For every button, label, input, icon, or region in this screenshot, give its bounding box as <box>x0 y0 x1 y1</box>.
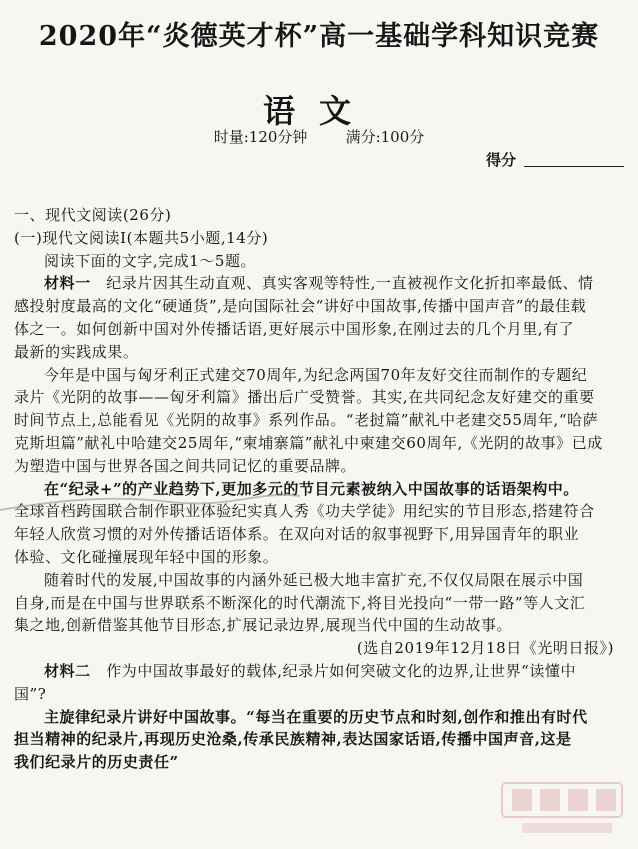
paragraph-line: 体验、文化碰撞展现年轻中国的形象。 <box>14 547 279 566</box>
paragraph-line: 我们纪录片的历史责任” <box>14 753 179 772</box>
paragraph-line: 录片《光阴的故事——匈牙利篇》播出后广受赞誉。其实,在共同纪念友好建交的重要 <box>14 388 595 407</box>
paragraph-line: 主旋律纪录片讲好中国故事。“每当在重要的历史节点和时刻,创作和推出有时代 <box>44 707 588 726</box>
exam-body <box>14 204 624 774</box>
score-label: 得分 <box>486 151 517 169</box>
paragraph-line: 今年是中国与匈牙利正式建交70周年,为纪念两国70年友好交往而制作的专题纪 <box>44 365 588 384</box>
paragraph-line: 集之地,创新借鉴其他节目形态,扩展记录边界,展现当代中国的生动故事。 <box>14 616 513 635</box>
paragraph-line: 克斯坦篇”献礼中哈建交25周年,“柬埔寨篇”献礼中柬建交60周年,《光阴的故事》已成 <box>14 433 603 452</box>
watermark-logo-icon <box>482 775 632 845</box>
material-two-p1-line <box>14 660 624 683</box>
subject-title: 语文 <box>262 92 375 130</box>
subsection-heading: (一)现代文阅读Ⅰ(本题共5小题,14分) <box>14 228 269 247</box>
paragraph-line: 为塑造中国与世界各国之间共同记忆的重要品牌。 <box>14 456 357 475</box>
paragraph-line: 最新的实践成果。 <box>14 342 139 361</box>
paragraph-text: 作为中国故事最好的载体,纪录片如何突破文化的边界,让世界“读懂中 <box>106 661 577 680</box>
paragraph-line: 感投射度最高的文化“硬通货”,是向国际社会“讲好中国故事,传播中国声音”的最佳载 <box>14 297 587 316</box>
reading-instruction: 阅读下面的文字,完成1～5题。 <box>44 251 257 270</box>
paragraph-line: 随着时代的发展,中国故事的内涵外延已极大地丰富扩充,不仅仅局限在展示中国 <box>44 570 584 589</box>
paragraph-line: 时间节点上,总能看见《光阴的故事》系列作品。“老挝篇”献礼中老建交55周年,“哈萨 <box>14 411 599 430</box>
exam-title: 2020年“炎德英才杯”高一基础学科知识竞赛 <box>38 21 600 52</box>
section-heading: 一、现代文阅读(26分) <box>14 206 172 224</box>
paragraph-line: 年轻人欣赏习惯的对外传播话语体系。在双向对话的叙事视野下,用异国青年的职业 <box>14 525 580 544</box>
material-one-label: 材料一 <box>44 274 91 293</box>
material-one-source: (选自2019年12月18日《光明日报》) <box>356 639 614 658</box>
paragraph-text: 纪录片因其生动直观、真实客观等特性,一直被视作文化折扣率最低、情 <box>106 274 594 293</box>
material-one-p1-line <box>14 272 624 295</box>
score-blank-line <box>524 166 624 167</box>
exam-info: 时量:120分钟 满分:100分 <box>213 128 425 146</box>
paragraph-line: 国”? <box>14 684 47 703</box>
material-two-label: 材料二 <box>44 661 91 680</box>
paragraph-line: 担当精神的纪录片,再现历史沧桑,传承民族精神,表达国家话语,传播中国声音,这是 <box>14 730 572 749</box>
paragraph-line: 自身,而是在中国与世界联系不断深化的时代潮流下,将目光投向“一带一路”等人文汇 <box>14 593 586 612</box>
paragraph-line: 体之一。如何创新中国对外传播话语,更好展示中国形象,在刚过去的几个月里,有了 <box>14 319 575 338</box>
paragraph-line: 在“纪录+”的产业趋势下,更加多元的节目元素被纳入中国故事的话语架构中。 <box>44 479 579 498</box>
paragraph-line: 全球首档跨国联合制作职业体验纪实真人秀《功夫学徒》用纪实的节目形态,搭建符合 <box>14 502 595 521</box>
